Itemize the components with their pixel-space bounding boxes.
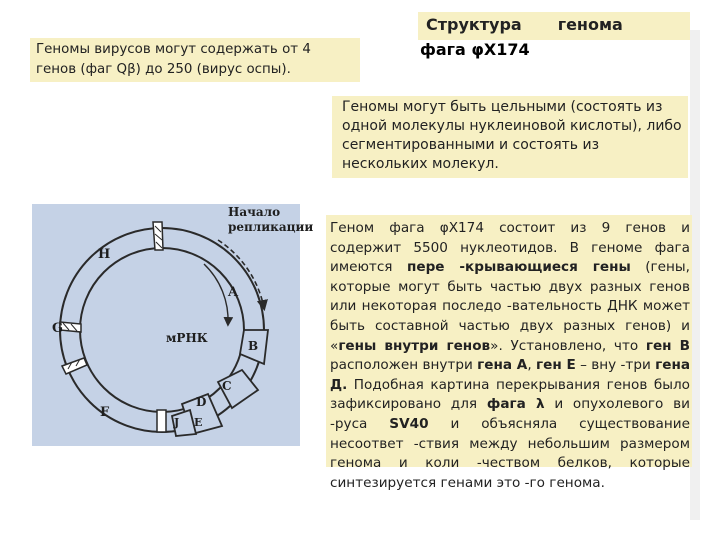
gene-label-c: C [222, 379, 232, 393]
gene-label-d: D [196, 395, 207, 409]
main-text [330, 219, 690, 493]
main-text-bold: ген В [645, 337, 690, 354]
genome-map-figure [32, 204, 314, 446]
gene-label-f: F [100, 405, 110, 420]
title-word-2: генома [557, 15, 623, 34]
main-text-part: Подобная картина перекрывания генов было зафиксировано для [330, 376, 690, 413]
gene-label-g: G [52, 321, 64, 336]
gene-label-a: A [228, 285, 239, 300]
origin-label-line-2: репликации [228, 220, 314, 234]
gene-label-e: E [194, 416, 203, 429]
mrna-label: мРНК [166, 331, 208, 345]
main-text-bold: гены внутри генов [338, 337, 491, 354]
title-line-2: фага φX174 [420, 40, 530, 59]
main-text-part: – вну -три [575, 357, 656, 374]
genomes-note-box [332, 96, 688, 178]
main-text-bold: пере -крывающиеся гены [406, 259, 631, 276]
gene-label-j: J [174, 416, 180, 429]
main-text-part: , [527, 357, 536, 374]
main-text-bold: гена Д. [330, 357, 691, 393]
title-word-1: Структура [426, 15, 522, 34]
genomes-note-text: Геномы могут быть цельными (состоять из одной молекулы нуклеиновой кислоты), либо сегментированными и состоять из нескольких молекул. [342, 99, 682, 172]
main-text-part: ». Установлено, что [490, 337, 646, 354]
main-text-bold: SV40 [389, 415, 429, 432]
main-text-part: (гены, которые могут быть частью двух разных генов или некоторая последо -вательность ДНК может быть составной частью двух разных генов) и « [330, 259, 690, 354]
title-box [418, 12, 690, 40]
main-text-bold: гена А [477, 357, 528, 374]
genome-map-svg [32, 204, 314, 446]
main-text-bold: фага λ [486, 396, 545, 413]
main-text-bold: ген Е [536, 357, 576, 374]
left-note-line-1: Геномы вирусов могут содержать от 4 [36, 42, 311, 57]
main-text-part: Геном фага φX174 состоит из 9 генов и содержит 5500 нуклеотидов. В геноме фага имеются [330, 220, 690, 276]
main-text-part: расположен внутри [330, 357, 478, 374]
left-note-box [30, 38, 360, 82]
origin-label-line-1: Начало [228, 205, 281, 219]
main-text-part: и объясняла существование несоответ -ствия между небольшим размером генома и коли -чеством белков, которые синтезируется генами это -го генома. [330, 415, 690, 491]
gene-boundary-marker-fj [157, 410, 166, 432]
gene-label-h: H [98, 247, 111, 262]
gene-label-b: B [248, 339, 259, 353]
main-text-part: и опухолевого ви -руса [330, 396, 690, 432]
left-note-line-2: генов (фаг Qβ) до 250 (вирус оспы). [36, 62, 291, 77]
